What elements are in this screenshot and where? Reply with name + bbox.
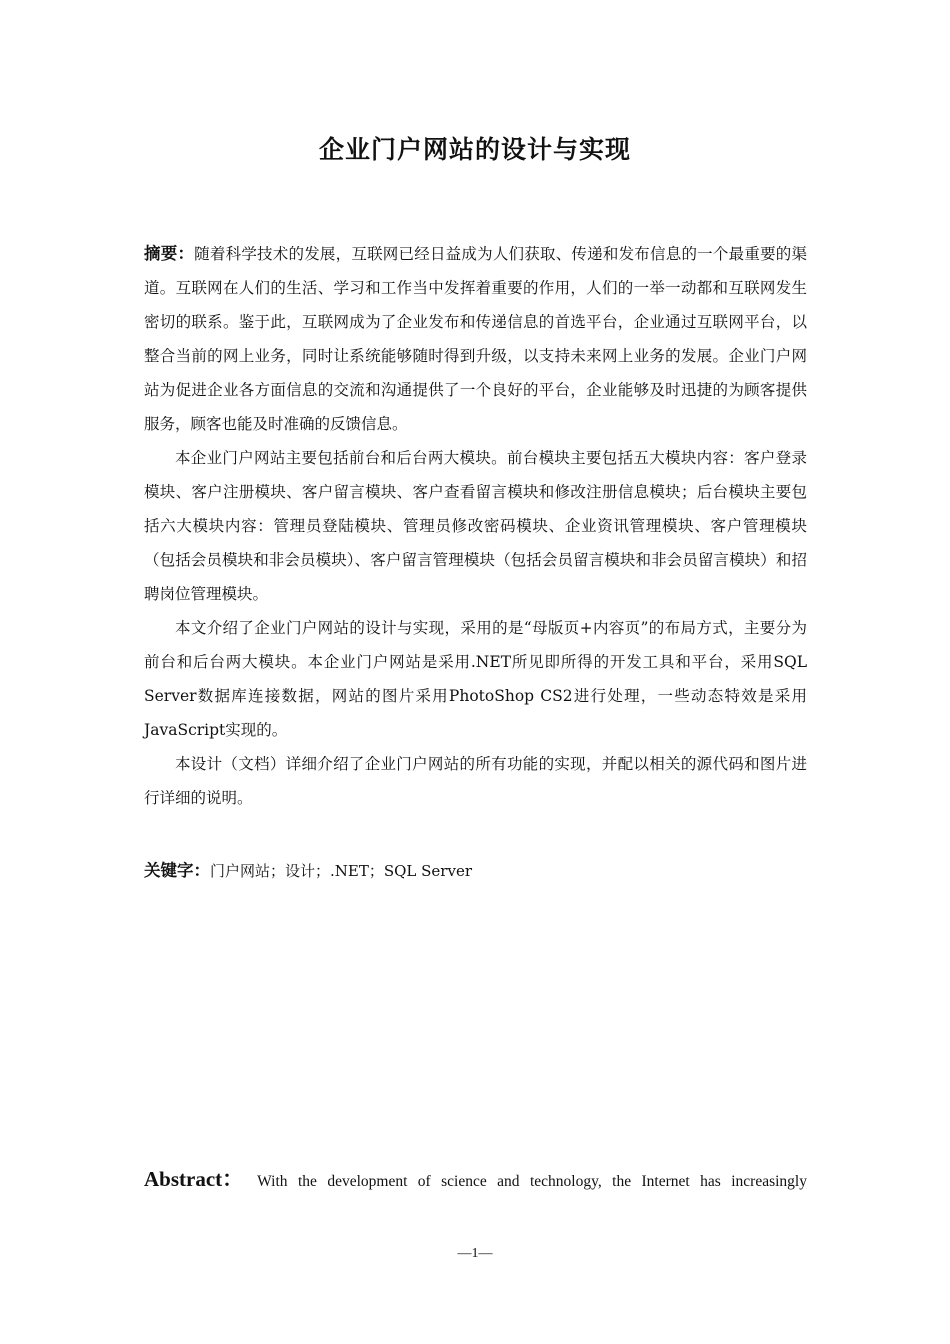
keywords-line <box>144 854 807 888</box>
abstract-paragraph-3: 本文介绍了企业门户网站的设计与实现，采用的是“母版页+内容页”的布局方式，主要分为前台和后台两大模块。本企业门户网站是采用.NET所见即所得的开发工具和平台，采用SQL Server数据库连接数据，网站的图片采用PhotoShop CS2进行处理，一些动态特效是采用JavaScript实现的。 <box>144 619 807 739</box>
english-abstract-label: Abstract： <box>144 1167 244 1191</box>
abstract-paragraph-4: 本设计（文档）详细介绍了企业门户网站的所有功能的实现，并配以相关的源代码和图片进行详细的说明。 <box>144 755 807 807</box>
keywords-label: 关键字： <box>144 861 210 880</box>
paper-title: 企业门户网站的设计与实现 <box>318 135 631 164</box>
abstract-paragraph-1-text: 随着科学技术的发展，互联网已经日益成为人们获取、传递和发布信息的一个最重要的渠道。互联网在人们的生活、学习和工作当中发挥着重要的作用，人们的一举一动都和互联网发生密切的联系。鉴于此，互联网成为了企业发布和传递信息的首选平台，企业通过互联网平台，以整合当前的网上业务，同时让系统能够随时得到升级，以支持未来网上业务的发展。企业门户网站为促进企业各方面信息的交流和沟通提供了一个良好的平台，企业能够及时迅捷的为顾客提供服务，顾客也能及时准确的反馈信息。 <box>144 245 808 433</box>
english-abstract-text: With the development of science and technology, the Internet has increasingly <box>257 1173 807 1190</box>
chinese-abstract <box>144 237 807 815</box>
abstract-paragraph-2: 本企业门户网站主要包括前台和后台两大模块。前台模块主要包括五大模块内容：客户登录模块、客户注册模块、客户留言模块、客户查看留言模块和修改注册信息模块；后台模块主要包括六大模块内容：管理员登陆模块、管理员修改密码模块、企业资讯管理模块、客户管理模块（包括会员模块和非会员模块）、客户留言管理模块（包括会员留言模块和非会员留言模块）和招聘岗位管理模块。 <box>144 449 807 603</box>
keywords-text: 门户网站；设计；.NET；SQL Server <box>210 862 472 880</box>
abstract-label: 摘要： <box>144 244 195 263</box>
abstract-paragraph-1 <box>144 237 807 441</box>
page-number: —1— <box>457 1246 493 1261</box>
english-abstract <box>144 1162 807 1199</box>
